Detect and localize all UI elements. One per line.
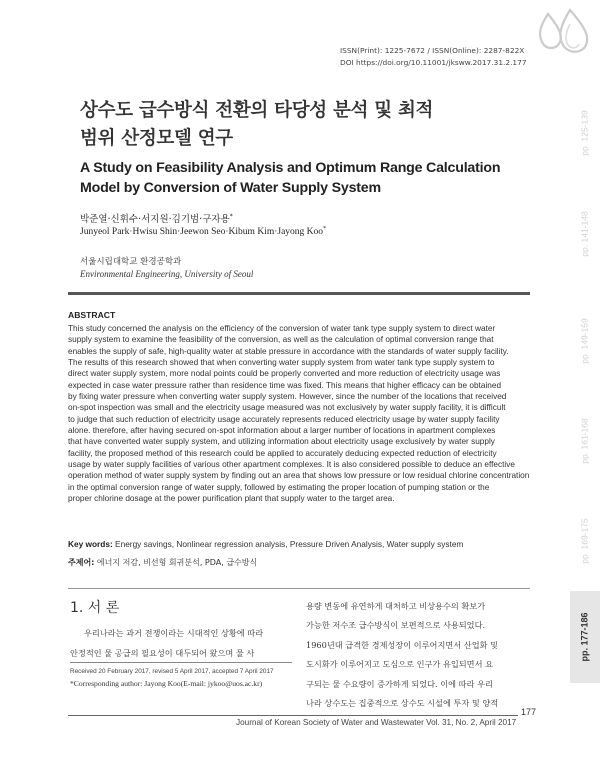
keywords-korean-label: 주제어:	[68, 558, 95, 567]
abstract-body	[68, 323, 530, 505]
authors-korean	[80, 211, 233, 225]
abstract-line: direct water supply system, more nodal points could be properly converted and more reduction of electricity usage was	[68, 369, 501, 379]
side-tab-label: pp. 169-175	[580, 518, 590, 564]
abstract-heading: ABSTRACT	[68, 310, 116, 320]
affiliation-english: Environmental Engineering, University of Seoul	[80, 269, 254, 279]
abstract-top-rule	[68, 292, 530, 295]
keywords-korean	[68, 557, 257, 568]
keywords-label: Key words:	[68, 539, 113, 549]
abstract-line: expected in case water pressure rather than residence time was fixed. This means that higher efficacy can be obtained	[68, 380, 502, 390]
body-line: 우리나라는 과거 전쟁이라는 시대적인 상황에 따라	[84, 628, 264, 638]
corresponding-mark-en: *	[323, 226, 327, 232]
side-tab-label: pp. 141-148	[580, 210, 590, 257]
title-english-line1: A Study on Feasibility Analysis and Optimum Range Calculation	[80, 160, 501, 176]
abstract-line: in the optimal conversion range of water supply, followed by estimating the proper location of pumping station or the	[68, 482, 490, 492]
keywords-english	[68, 539, 463, 549]
authors-english	[80, 226, 326, 237]
authors-korean-names: 박준열·신휘수·서지원·김기범·구자용	[80, 214, 230, 225]
footer-rule	[68, 715, 518, 716]
body-line: 안정적인 물 공급의 필요성이 대두되어 왔으며 물 사	[70, 647, 255, 658]
title-korean-line2: 범위 산정모델 연구	[80, 128, 233, 149]
body-line: 가능한 저수조 급수방식이 보편적으로 사용되었다.	[306, 620, 486, 631]
title-english-line2: Model by Conversion of Water Supply System	[80, 180, 381, 196]
abstract-line: alone. therefore, after having secured on-spot information about a larger number of locations in apartment complexes	[68, 426, 496, 436]
keywords-text: Energy savings, Nonlinear regression analysis, Pressure Driven Analysis, Water supply system	[112, 539, 464, 549]
side-tab-6-active[interactable]	[570, 591, 600, 683]
body-line: 1960년대 급격한 경제성장이 이루어지면서 산업화 및	[306, 639, 499, 650]
side-tab-3[interactable]	[570, 291, 600, 391]
body-line: 용량 변동에 유연하게 대처하고 비상용수의 확보가	[306, 601, 486, 611]
journal-logo-icon	[536, 8, 592, 60]
body-line: 구되는 물 수요량이 증가하게 되었다. 이에 따라 우리	[306, 678, 493, 689]
issn-doi-block	[340, 45, 527, 68]
abstract-line: operation method of water supply system by finding out an area that shows low pressure or low residual chlorine concentration	[68, 471, 530, 481]
abstract-line: to judge that such reduction of electricity usage accurately represents reduced electricity usage by water supply facility	[68, 414, 500, 424]
side-tab-2[interactable]	[570, 176, 600, 291]
title-english	[80, 158, 540, 198]
side-tab-label: pp. 149-159	[580, 318, 590, 364]
abstract-line: This study concerned the analysis on the efficiency of the conversion of water tank type supply system to direct water	[68, 324, 496, 333]
body-line: 나라 상수도는 집중적으로 상수도 시설에 투자 및 양적	[306, 698, 499, 709]
side-tab-1[interactable]	[570, 90, 600, 176]
doi-text: DOI https://doi.org/10.11001/jksww.2017.31.2.177	[340, 57, 527, 67]
footnote-received: Received 20 February 2017, revised 5 April 2017, accepted 7 April 2017	[70, 668, 274, 675]
affiliation-korean: 서울시립대학교 환경공학과	[80, 257, 182, 267]
footnote-rule	[70, 662, 292, 663]
body-line: 도시화가 이루어지고 도심으로 인구가 유입되면서 요	[306, 659, 494, 670]
side-tab-label: pp. 177-186	[580, 612, 590, 662]
page-number: 177	[521, 707, 537, 717]
journal-footer: Journal of Korean Society of Water and Wastewater Vol. 31, No. 2, April 2017	[236, 718, 517, 727]
footnote-corresponding-author: *Corresponding author: Jayong Koo(E-mail: jykoo@uos.ac.kr)	[70, 679, 263, 688]
abstract-line: by fixing water pressure when converting water supply system. However, since the number of the locations that received	[68, 392, 507, 402]
title-korean	[80, 97, 520, 153]
side-tab-4[interactable]	[570, 391, 600, 491]
abstract-line: on-spot inspection was small and the electricity usage measured was not exclusively by water supply facility, it is difficult	[68, 403, 506, 413]
body-left-column	[70, 624, 292, 663]
abstract-line: supply system to examine the feasibility of the conversion, as well as the calculation of optimal conversion range that	[68, 335, 494, 345]
corresponding-mark: *	[229, 212, 233, 220]
abstract-line: facility, the proposed method of this research could be applied to accurately deducing expected reduction of electricity	[68, 448, 497, 458]
title-korean-line1: 상수도 급수방식 전환의 타당성 분석 및 최적	[80, 100, 434, 121]
keywords-korean-text: 에너지 저감, 비선형 회귀분석, PDA, 급수방식	[94, 558, 258, 567]
abstract-line: usage by water supply facilities of various other apartment complexes. It is also considered possible to deduce an effective	[68, 460, 515, 470]
authors-english-names: Junyeol Park·Hwisu Shin·Jeewon Seo·Kibum Kim·Jayong Koo	[80, 227, 324, 238]
issn-text: ISSN(Print): 1225-7672 / ISSN(Online): 2287-822X	[340, 46, 525, 55]
abstract-line: enables the supply of safe, high-quality water at stable pressure in accordance with the standards of water supply facility.	[68, 346, 509, 356]
keywords-bottom-rule	[68, 588, 530, 589]
abstract-line: proper chlorine dosage at the power purification plant that supply water to the target area.	[68, 494, 395, 504]
side-tab-label: pp. 125-139	[580, 110, 590, 156]
section-heading-introduction: 1. 서 론	[70, 600, 120, 616]
body-right-column	[306, 597, 530, 713]
side-tab-5[interactable]	[570, 491, 600, 591]
side-tab-label: pp. 161-168	[580, 418, 590, 464]
abstract-line: that have converted water supply system, and utilizing information about electricity usage exclusively by water supply	[68, 437, 495, 447]
abstract-line: The results of this research showed that when converting water supply system from water tank type supply system to	[68, 358, 495, 368]
